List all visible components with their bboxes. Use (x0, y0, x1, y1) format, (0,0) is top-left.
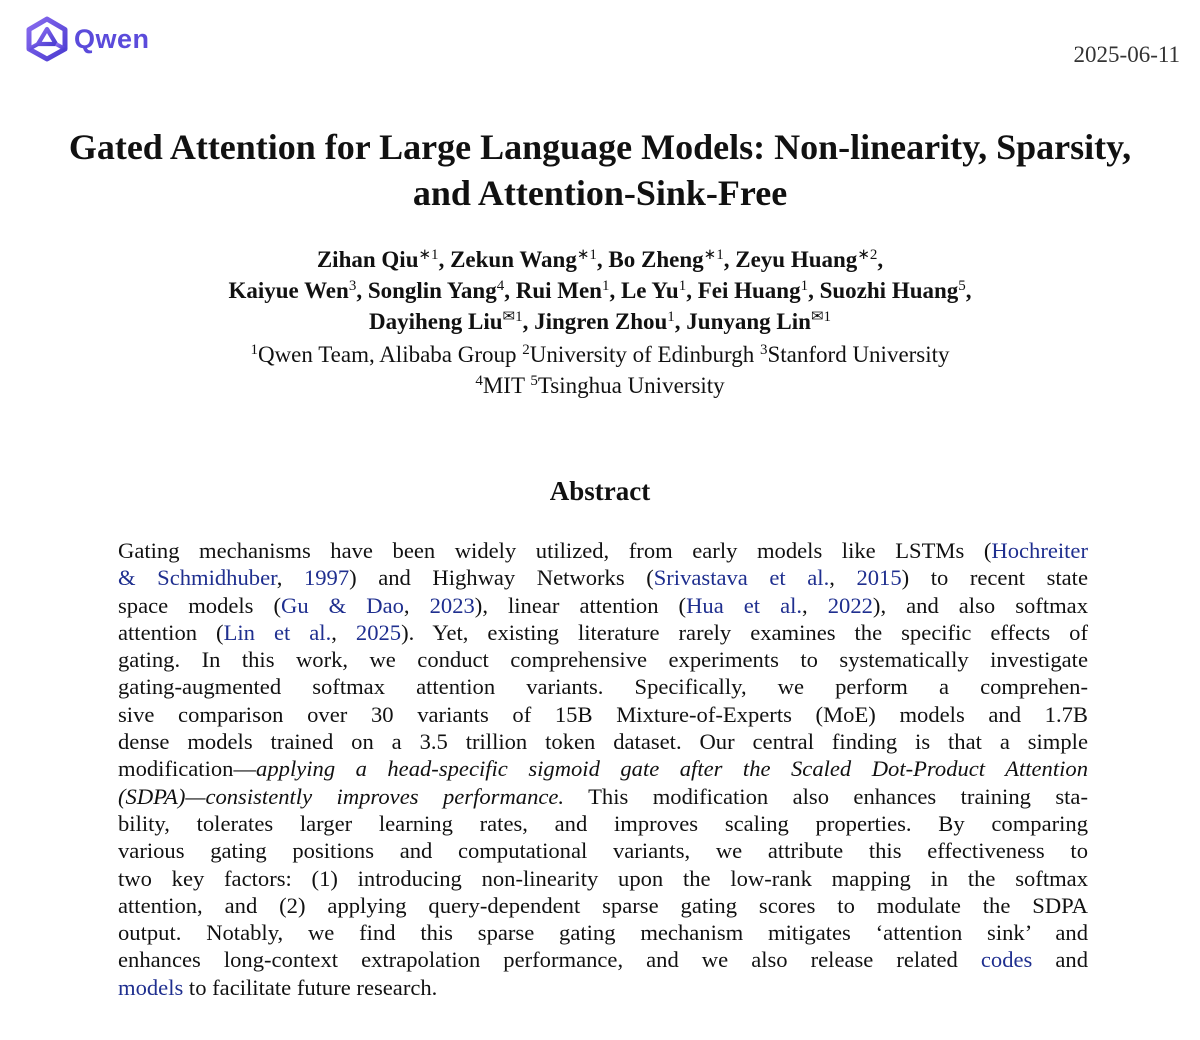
citation-link[interactable]: Hua et al. (686, 592, 803, 618)
author (228, 278, 367, 303)
abstract-line (118, 946, 1088, 973)
author (369, 309, 534, 334)
author-separator: , (504, 278, 516, 303)
author-separator: , (686, 278, 698, 303)
abstract-text: , (403, 592, 430, 618)
author-separator: , (522, 309, 535, 334)
author-name: Dayiheng Liu (368, 309, 503, 334)
citation-link[interactable]: Srivastava et al. (653, 565, 830, 591)
emphasized-text: applying a head-specific sigmoid gate after the Scaled Dot-Product Attention (256, 756, 1088, 782)
author (516, 278, 621, 303)
citation-link[interactable]: 1997 (303, 565, 350, 591)
author-affiliation-mark: 4 (496, 278, 505, 294)
abstract-text: ). Yet, existing literature rarely examines the specific effects of (401, 619, 1088, 645)
author-name: Bo Zheng (608, 247, 704, 272)
author-affiliation-mark: 1 (601, 278, 610, 294)
author-affiliation-mark: 3 (348, 278, 357, 294)
affiliation (522, 342, 760, 367)
abstract-line (118, 892, 1088, 919)
author-separator: , (438, 247, 451, 272)
affiliation-mark: 3 (759, 342, 768, 358)
abstract-text: ) to recent state (901, 565, 1088, 591)
abstract-line (118, 837, 1088, 864)
abstract-text: ) and Highway Networks ( (349, 565, 654, 591)
affiliation-name: Tsinghua University (537, 373, 725, 398)
abstract-text: , (276, 565, 304, 591)
author (735, 247, 883, 272)
author-name: Jingren Zhou (534, 309, 668, 334)
author-separator: , (356, 278, 368, 303)
affiliation (530, 373, 724, 398)
affiliation-name: Stanford University (767, 342, 950, 367)
author-separator: , (723, 247, 736, 272)
abstract-line (118, 974, 1088, 1001)
author (317, 247, 450, 272)
abstract-line (118, 537, 1088, 564)
author-affiliation-mark: 1 (800, 278, 809, 294)
abstract-text: attention ( (118, 619, 224, 645)
citation-link[interactable]: 2015 (856, 565, 902, 591)
author (450, 247, 608, 272)
affiliations (0, 339, 1200, 401)
abstract-line (118, 783, 1088, 810)
author (698, 278, 820, 303)
abstract-text: This modification also enhances training sta- (564, 783, 1088, 809)
abstract-text: gating. In this work, we conduct comprehensive experiments to systematically investigate (118, 647, 1088, 673)
abstract-line (118, 646, 1088, 673)
author (608, 247, 735, 272)
author (686, 309, 831, 334)
abstract-text: sive comparison over 30 variants of 15B Mixture-of-Experts (MoE) models and 1.7B (118, 701, 1088, 727)
author-affiliation-mark: 1 (667, 309, 675, 325)
abstract-line (118, 564, 1088, 591)
author-name: Rui Men (515, 278, 602, 303)
affiliation-mark: 4 (475, 373, 483, 389)
abstract-text: , (331, 619, 356, 645)
author-line (0, 306, 1200, 337)
citation-link[interactable]: Hochreiter (991, 538, 1088, 563)
abstract-text: ), linear attention ( (474, 592, 687, 618)
affiliation-line (0, 339, 1200, 370)
abstract-text: ), and also softmax (872, 592, 1088, 618)
abstract-heading: Abstract (549, 476, 651, 506)
citation-link[interactable]: Gu & Dao (281, 592, 404, 618)
date: 2025-06-11 (1073, 42, 1180, 67)
author-separator: , (877, 247, 884, 272)
abstract-line (118, 592, 1088, 619)
affiliation (760, 342, 950, 367)
title-line: Gated Attention for Large Language Models: Non-linearity, Sparsity, (68, 127, 1132, 167)
abstract-line (118, 919, 1088, 946)
abstract-text: modification— (118, 756, 257, 782)
author-name: Zeyu Huang (735, 247, 858, 272)
author-name: Songlin Yang (367, 278, 497, 303)
author-separator: , (609, 278, 621, 303)
author-name: Zekun Wang (450, 247, 577, 272)
affiliation-mark: 1 (250, 342, 258, 358)
abstract-text: various gating positions and computational variants, we attribute this effectiveness to (118, 838, 1088, 864)
citation-link[interactable]: Lin et al. (223, 619, 332, 645)
author-name: Kaiyue Wen (228, 278, 349, 303)
abstract-text: attention, and (2) applying query-dependent sparse gating scores to modulate the SDPA (118, 892, 1088, 918)
author (621, 278, 698, 303)
abstract-text: , (802, 592, 828, 618)
paper-title (0, 124, 1200, 216)
author-affiliation-mark: ∗1 (703, 247, 724, 263)
affiliation-name: Qwen Team, Alibaba Group (257, 342, 523, 367)
abstract-text: and (1032, 947, 1088, 973)
abstract-text: dense models trained on a 3.5 trillion token dataset. Our central finding is that a simple (118, 729, 1088, 755)
author-name: Junyang Lin (686, 309, 811, 334)
affiliation-line (0, 370, 1200, 401)
abstract-text: , (829, 565, 857, 591)
abstract-text: to facilitate future research. (183, 974, 438, 1000)
author-affiliation-mark: ∗1 (576, 247, 597, 263)
affiliation (475, 373, 530, 398)
author-line (0, 244, 1200, 275)
abstract-line (118, 755, 1088, 782)
affiliation-name: MIT (482, 373, 531, 398)
author-affiliation-mark: ✉1 (502, 309, 523, 325)
abstract-line (118, 701, 1088, 728)
abstract-text: gating-augmented softmax attention variants. Specifically, we perform a comprehen- (118, 674, 1088, 700)
abstract-line (118, 619, 1088, 646)
author-separator: , (674, 309, 687, 334)
affiliation-name: University of Edinburgh (529, 342, 760, 367)
emphasized-text: (SDPA)—consistently improves performance. (118, 783, 565, 809)
author-list (0, 244, 1200, 337)
header (24, 14, 150, 64)
title-line: and Attention-Sink-Free (412, 173, 788, 213)
author (820, 278, 972, 303)
author-separator: , (808, 278, 820, 303)
abstract-line (118, 673, 1088, 700)
author-affiliation-mark: 1 (678, 278, 687, 294)
abstract-text: bility, tolerates larger learning rates, and improves scaling properties. By comparing (118, 810, 1088, 836)
author-affiliation-mark: ✉1 (810, 309, 832, 325)
brand-name: Qwen (74, 23, 150, 54)
abstract-text: Gating mechanisms have been widely utilized, from early models like LSTMs ( (118, 538, 992, 563)
qwen-logo-icon (24, 16, 70, 62)
abstract-body (118, 537, 1088, 1001)
citation-link[interactable]: & Schmidhuber (118, 565, 277, 591)
citation-link[interactable]: 2025 (355, 619, 402, 645)
author-separator: , (965, 278, 972, 303)
models-link[interactable]: models (118, 974, 184, 1000)
author-name: Le Yu (620, 278, 679, 303)
author-affiliation-mark: ∗2 (857, 247, 878, 263)
author-affiliation-mark: 5 (958, 278, 966, 294)
author-name: Suozhi Huang (819, 278, 959, 303)
author (368, 278, 516, 303)
author-name: Fei Huang (697, 278, 801, 303)
author (534, 309, 686, 334)
citation-link[interactable]: 2023 (429, 592, 475, 618)
author-name: Zihan Qiu (316, 247, 419, 272)
codes-link[interactable]: codes (980, 947, 1033, 973)
abstract-text: space models ( (118, 592, 282, 618)
abstract-text: two key factors: (1) introducing non-linearity upon the low-rank mapping in the softmax (118, 865, 1088, 891)
citation-link[interactable]: 2022 (827, 592, 873, 618)
author-affiliation-mark: ∗1 (418, 247, 439, 263)
affiliation-mark: 2 (522, 342, 530, 358)
abstract-line (118, 728, 1088, 755)
author-line (0, 275, 1200, 306)
author-separator: , (596, 247, 609, 272)
abstract-line (118, 810, 1088, 837)
abstract-text: enhances long-context extrapolation performance, and we also release related (118, 947, 981, 973)
affiliation (250, 342, 522, 367)
affiliation-mark: 5 (530, 373, 538, 389)
abstract-text: output. Notably, we find this sparse gating mechanism mitigates ‘attention sink’ and (118, 920, 1088, 946)
abstract-line (118, 865, 1088, 892)
